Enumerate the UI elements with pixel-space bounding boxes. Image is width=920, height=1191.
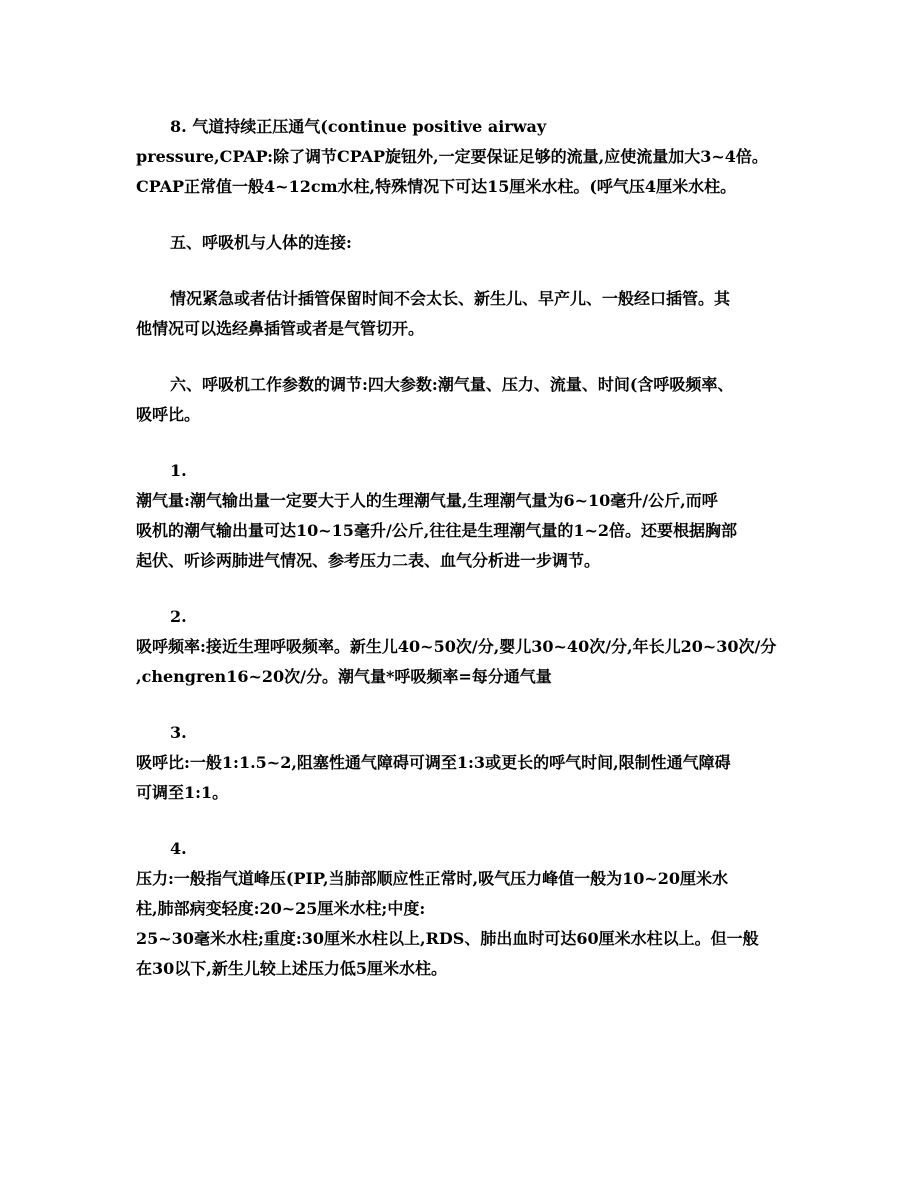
text-line: 在30以下,新生儿较上述压力低5厘米水柱。 (136, 959, 447, 978)
text-line: CPAP正常值一般4~12cm水柱,特殊情况下可达15厘米水柱。(呼气压4厘米水柱。 (136, 177, 737, 196)
heading-text: 吸呼比。 (136, 405, 201, 424)
heading-text: 六、呼吸机工作参数的调节:四大参数:潮气量、压力、流量、时间(含呼吸频率、 (170, 375, 734, 394)
text-line: 8. 气道持续正压通气(continue positive airway (170, 117, 547, 136)
text-line: 柱,肺部病变轻度:20~25厘米水柱;中度: (136, 899, 426, 918)
document-body (136, 112, 786, 1010)
item-number: 2. (170, 607, 187, 626)
item-number: 1. (170, 461, 187, 480)
text-line: 可调至1:1。 (136, 783, 229, 802)
section-heading-6 (136, 370, 786, 430)
text-line: ,chengren16~20次/分。潮气量*呼吸频率=每分通气量 (136, 667, 552, 686)
paragraph-tidal-volume (136, 456, 786, 576)
text-line: 压力:一般指气道峰压(PIP,当肺部顺应性正常时,吸气压力峰值一般为10~20厘米水 (136, 869, 729, 888)
item-number: 3. (170, 723, 187, 742)
section-heading-5 (136, 228, 786, 258)
paragraph-cpap (136, 112, 786, 202)
heading-text: 五、呼吸机与人体的连接: (170, 233, 352, 252)
paragraph-pressure (136, 834, 786, 984)
text-line: 吸呼频率:接近生理呼吸频率。新生儿40~50次/分,婴儿30~40次/分,年长儿20~30次/分 (136, 637, 777, 656)
paragraph-ie-ratio (136, 718, 786, 808)
paragraph-respiratory-rate (136, 602, 786, 692)
item-number: 4. (170, 839, 187, 858)
paragraph-intubation (136, 284, 786, 344)
text-line: 25~30毫米水柱;重度:30厘米水柱以上,RDS、肺出血时可达60厘米水柱以上。但一般 (136, 929, 759, 948)
text-line: pressure,CPAP:除了调节CPAP旋钮外,一定要保证足够的流量,应使流量加大3~4倍。 (136, 147, 768, 166)
text-line: 潮气量:潮气输出量一定要大于人的生理潮气量,生理潮气量为6~10毫升/公斤,而呼 (136, 491, 718, 510)
text-line: 他情况可以选经鼻插管或者是气管切开。 (136, 319, 425, 338)
text-line: 起伏、听诊两肺进气情况、参考压力二表、血气分析进一步调节。 (136, 551, 601, 570)
text-line: 吸呼比:一般1:1.5~2,阻塞性通气障碍可调至1:3或更长的呼气时间,限制性通气障碍 (136, 753, 731, 772)
text-line: 吸机的潮气输出量可达10~15毫升/公斤,往往是生理潮气量的1~2倍。还要根据胸部 (136, 521, 738, 540)
text-line: 情况紧急或者估计插管保留时间不会太长、新生儿、早产儿、一般经口插管。其 (170, 289, 731, 308)
